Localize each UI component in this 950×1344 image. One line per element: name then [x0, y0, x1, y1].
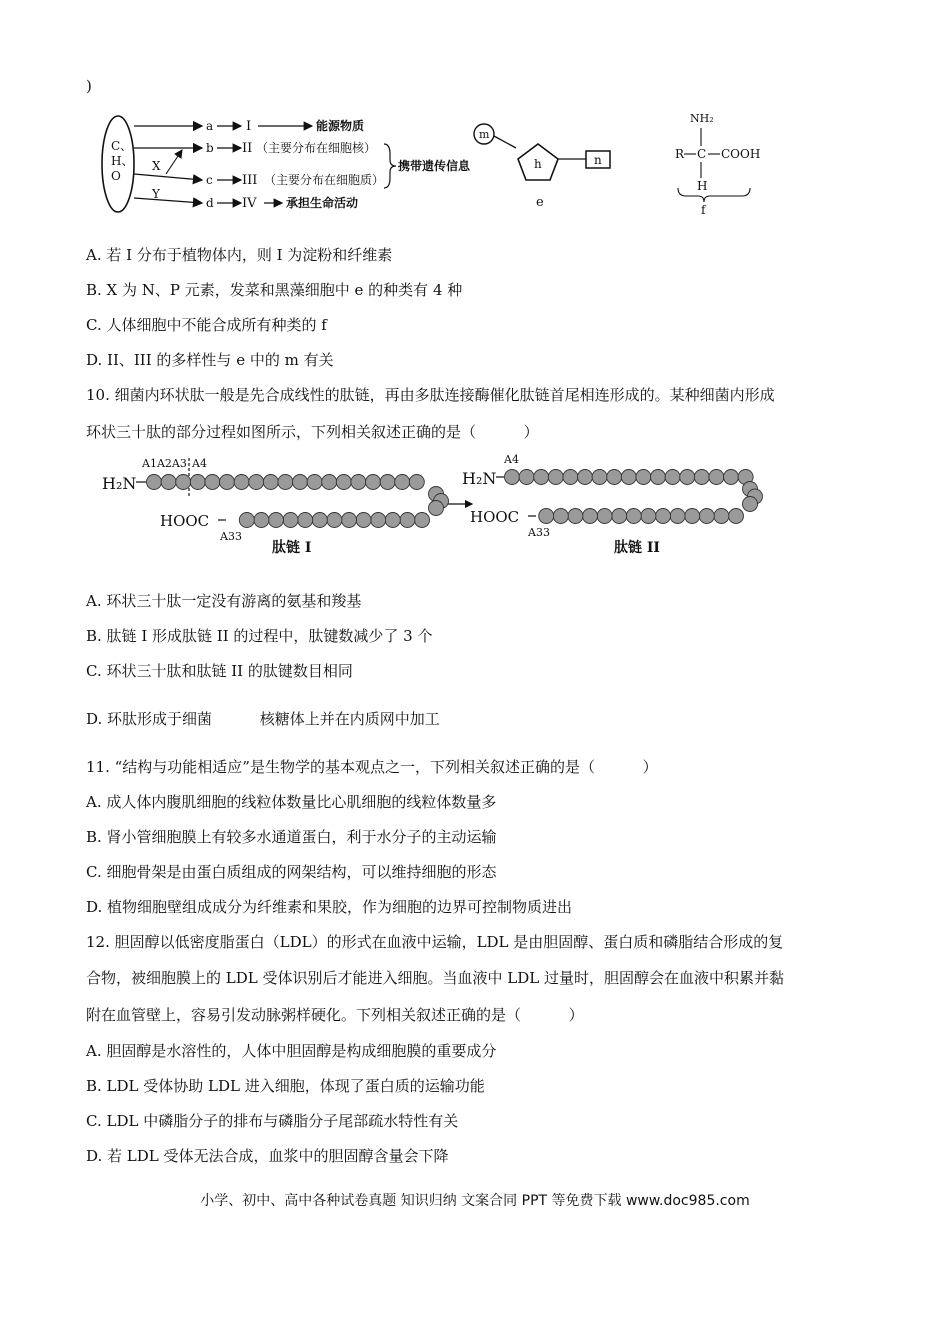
amino-acid-bead: [395, 475, 410, 490]
chain1-h2n-label: H₂N: [102, 474, 137, 493]
question-fragment: ): [86, 77, 92, 95]
amino-acid-bead: [641, 509, 656, 524]
q10-option-b: B. 肽链 I 形成肽链 II 的过程中，肽键数减少了 3 个: [86, 627, 433, 645]
amino-acid-bead: [380, 475, 395, 490]
amino-acid-bead: [371, 513, 386, 528]
f-cooh-label: COOH: [721, 147, 761, 161]
chain2-h2n-label: H₂N: [462, 469, 497, 488]
q9-option-d: D. II、III 的多样性与 e 中的 m 有关: [86, 351, 334, 369]
amino-acid-bead: [409, 475, 424, 490]
IV-label: IV: [242, 196, 257, 211]
amino-acid-bead: [415, 513, 430, 528]
amino-acid-bead: [651, 470, 666, 485]
c-label: c: [206, 173, 213, 187]
IV-desc: 承担生命活动: [286, 196, 359, 210]
amino-acid-bead: [234, 475, 249, 490]
amino-acid-f-diagram: [668, 108, 778, 220]
amino-acid-bead: [205, 475, 220, 490]
q12-option-b: B. LDL 受体协助 LDL 进入细胞，体现了蛋白质的运输功能: [86, 1077, 485, 1095]
amino-acid-bead: [356, 513, 371, 528]
amino-acid-bead: [336, 475, 351, 490]
q11-option-a: A. 成人体内腹肌细胞的线粒体数量比心肌细胞的线粒体数量多: [86, 793, 497, 811]
amino-acid-bead: [656, 509, 671, 524]
amino-acid-bead: [239, 513, 254, 528]
amino-acid-bead: [176, 475, 191, 490]
q9-flow-diagram: [96, 110, 516, 215]
amino-acid-bead: [385, 513, 400, 528]
chain1-a33-label: A33: [220, 530, 242, 543]
amino-acid-bead: [312, 513, 327, 528]
amino-acid-bead: [190, 475, 205, 490]
q10-stem-line2: 环状三十肽的部分过程如图所示，下列相关叙述正确的是（ ）: [86, 423, 539, 441]
amino-acid-bead: [327, 513, 342, 528]
chain2-hooc-label: HOOC: [470, 508, 520, 526]
amino-acid-bead: [278, 475, 293, 490]
II-desc: （主要分布在细胞核）: [256, 141, 377, 155]
II-label: II: [242, 141, 253, 156]
f-h-label: H: [697, 179, 708, 193]
amino-acid-bead: [685, 509, 700, 524]
amino-acid-bead: [298, 513, 313, 528]
amino-acid-bead: [612, 509, 627, 524]
e-label: e: [536, 195, 544, 210]
f-r-label: R: [675, 147, 685, 161]
amino-acid-bead: [400, 513, 415, 528]
q9-option-b: B. X 为 N、P 元素，发菜和黑藻细胞中 e 的种类有 4 种: [86, 281, 463, 299]
carry-label: 携带遗传信息: [398, 159, 471, 173]
chain2-label: 肽链 II: [614, 540, 660, 556]
III-desc: （主要分布在细胞质）: [264, 173, 385, 187]
amino-acid-bead: [680, 470, 695, 485]
amino-acid-bead: [307, 475, 322, 490]
y-label: Y: [152, 187, 160, 201]
q10-option-a: A. 环状三十肽一定没有游离的氨基和羧基: [86, 592, 362, 610]
III-label: III: [242, 173, 258, 188]
svg-text:H、: H、: [111, 154, 134, 168]
amino-acid-bead: [592, 470, 607, 485]
chain1-hooc-label: HOOC: [160, 512, 210, 530]
amino-acid-bead: [709, 470, 724, 485]
q12-stem-line1: 12. 胆固醇以低密度脂蛋白（LDL）的形式在血液中运输，LDL 是由胆固醇、蛋白质和磷脂结合形成的复: [86, 933, 784, 951]
amino-acid-bead: [539, 509, 554, 524]
q11-option-c: C. 细胞骨架是由蛋白质组成的网架结构，可以维持细胞的形态: [86, 863, 497, 881]
chain1-a4-label: A4: [192, 457, 207, 470]
amino-acid-bead: [366, 475, 381, 490]
amino-acid-bead: [342, 513, 357, 528]
e-n-label: n: [594, 153, 602, 167]
q10-option-d: D. 环肽形成于细菌 核糖体上并在内质网中加工: [86, 710, 440, 728]
elements-label: C、: [111, 139, 133, 153]
page-footer: 小学、初中、高中各种试卷真题 知识归纳 文案合同 PPT 等免费下载 www.doc985.com: [200, 1193, 750, 1209]
e-m-label: m: [479, 128, 490, 141]
a-label: a: [206, 119, 214, 133]
chain2-a33-label: A33: [528, 526, 550, 539]
amino-acid-bead: [694, 470, 709, 485]
amino-acid-bead: [293, 475, 308, 490]
chain1-a1a3-label: A1A2A3: [142, 457, 187, 470]
amino-acid-bead: [519, 470, 534, 485]
amino-acid-bead: [263, 475, 278, 490]
q10-option-c: C. 环状三十肽和肽链 II 的肽键数目相同: [86, 662, 353, 680]
amino-acid-bead: [161, 475, 176, 490]
q12-stem-line3: 附在血管壁上，容易引发动脉粥样硬化。下列相关叙述正确的是（ ）: [86, 1006, 584, 1024]
svg-text:O: O: [111, 169, 121, 183]
amino-acid-bead: [548, 470, 563, 485]
amino-acid-bead: [254, 513, 269, 528]
q12-stem-line2: 合物，被细胞膜上的 LDL 受体识别后才能进入细胞。当血液中 LDL 过量时，胆固醇会在血液中积累并黏: [86, 969, 784, 987]
q9-option-a: A. 若 I 分布于植物体内，则 I 为淀粉和纤维素: [86, 246, 393, 264]
amino-acid-bead: [147, 475, 162, 490]
amino-acid-bead: [597, 509, 612, 524]
amino-acid-bead: [607, 470, 622, 485]
e-h-label: h: [534, 157, 542, 171]
amino-acid-bead: [670, 509, 685, 524]
amino-acid-bead: [724, 470, 739, 485]
amino-acid-bead: [505, 470, 520, 485]
b-label: b: [206, 141, 214, 155]
amino-acid-bead: [578, 470, 593, 485]
amino-acid-bead: [269, 513, 284, 528]
amino-acid-bead: [220, 475, 235, 490]
f-nh2-label: NH₂: [690, 112, 714, 125]
q12-option-d: D. 若 LDL 受体无法合成，血浆中的胆固醇含量会下降: [86, 1147, 449, 1165]
amino-acid-bead: [583, 509, 598, 524]
amino-acid-bead: [429, 501, 444, 516]
amino-acid-bead: [626, 509, 641, 524]
d-label: d: [206, 196, 214, 210]
I-desc: 能源物质: [316, 119, 365, 133]
amino-acid-bead: [553, 509, 568, 524]
chain2-a4-label: A4: [504, 453, 519, 466]
q9-option-c: C. 人体细胞中不能合成所有种类的 f: [86, 316, 327, 334]
amino-acid-bead: [743, 497, 758, 512]
amino-acid-bead: [568, 509, 583, 524]
amino-acid-bead: [322, 475, 337, 490]
peptide-chain-diagram: [96, 452, 776, 562]
I-label: I: [246, 119, 252, 134]
q11-option-b: B. 肾小管细胞膜上有较多水通道蛋白，利于水分子的主动运输: [86, 828, 497, 846]
x-label: X: [152, 159, 161, 173]
amino-acid-bead: [351, 475, 366, 490]
f-label: f: [701, 203, 706, 217]
amino-acid-bead: [563, 470, 578, 485]
amino-acid-bead: [249, 475, 264, 490]
q11-option-d: D. 植物细胞壁组成成分为纤维素和果胶，作为细胞的边界可控制物质进出: [86, 898, 573, 916]
chain1-label: 肽链 I: [272, 540, 312, 556]
amino-acid-bead: [729, 509, 744, 524]
amino-acid-bead: [283, 513, 298, 528]
f-c-label: C: [697, 147, 707, 161]
amino-acid-bead: [665, 470, 680, 485]
q12-option-c: C. LDL 中磷脂分子的排布与磷脂分子尾部疏水特性有关: [86, 1112, 459, 1130]
q10-stem-line1: 10. 细菌内环状肽一般是先合成线性的肽链，再由多肽连接酶催化肽链首尾相连形成的。某种细菌内形成: [86, 386, 775, 404]
amino-acid-bead: [621, 470, 636, 485]
amino-acid-bead: [714, 509, 729, 524]
amino-acid-bead: [636, 470, 651, 485]
amino-acid-bead: [699, 509, 714, 524]
q11-stem: 11. “结构与功能相适应”是生物学的基本观点之一，下列相关叙述正确的是（ ）: [86, 758, 658, 776]
q12-option-a: A. 胆固醇是水溶性的，人体中胆固醇是构成细胞膜的重要成分: [86, 1042, 497, 1060]
nucleotide-e-diagram: [470, 118, 620, 213]
amino-acid-bead: [534, 470, 549, 485]
